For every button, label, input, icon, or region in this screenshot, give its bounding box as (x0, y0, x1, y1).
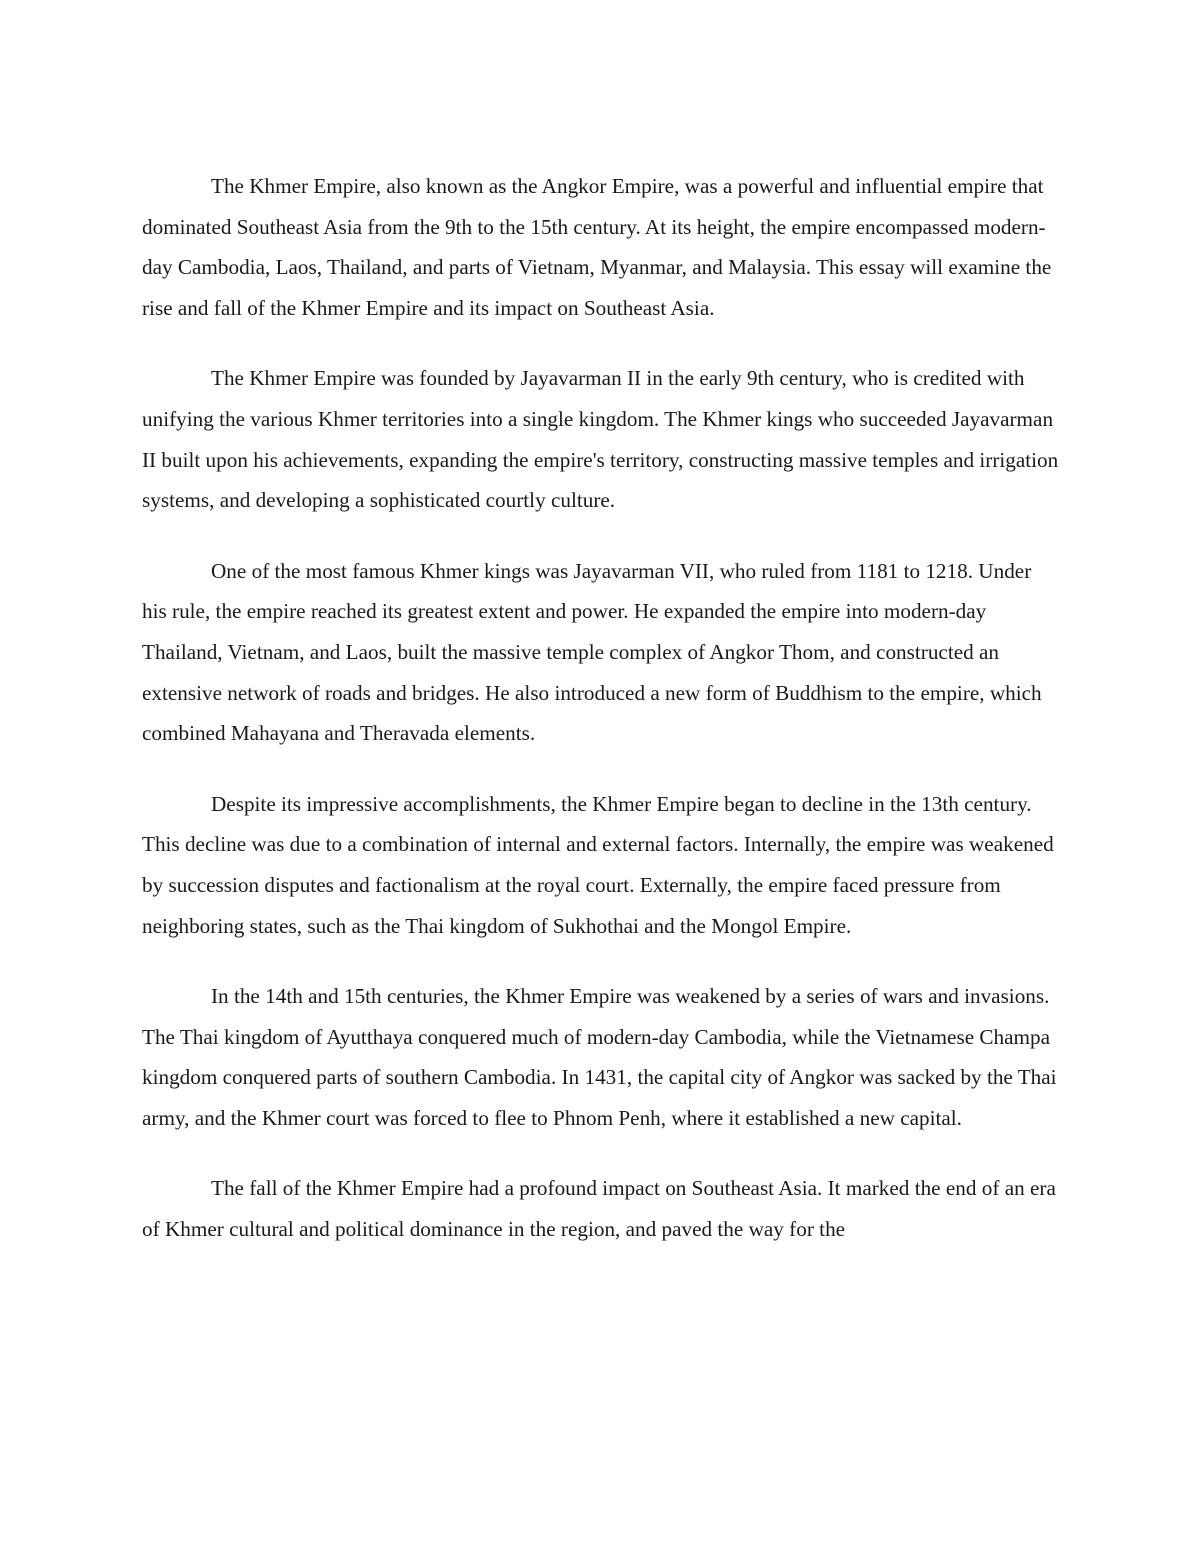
paragraph-wars-invasions: In the 14th and 15th centuries, the Khmer Empire was weakened by a series of wars and invasions. The Thai kingdom of Ayutthaya conquered much of modern-day Cambodia, while the Vietnamese Champa kingdom conquered parts of southern Cambodia. In 1431, the capital city of Angkor was sacked by the Thai army, and the Khmer court was forced to flee to Phnom Penh, where it established a new capital. (142, 984, 1057, 1130)
paragraph-impact: The fall of the Khmer Empire had a profound impact on Southeast Asia. It marked the end of an era of Khmer cultural and political dominance in the region, and paved the way for the (142, 1176, 1056, 1242)
paragraph-decline: Despite its impressive accomplishments, the Khmer Empire began to decline in the 13th century. This decline was due to a combination of internal and external factors. Internally, the empire was weakened by succession disputes and factionalism at the royal court. Externally, the empire faced pressure from neighboring states, such as the Thai kingdom of Sukhothai and the Mongol Empire. (142, 791, 1054, 938)
paragraph-jayavarman-vii: One of the most famous Khmer kings was Jayavarman VII, who ruled from 1181 to 1218. Under his rule, the empire reached its greatest extent and power. He expanded the empire into modern-day Thailand, Vietnam, and Laos, built the massive temple complex of Angkor Thom, and constructed an extensive network of roads and bridges. He also introduced a new form of Buddhism to the empire, which combined Mahayana and Theravada elements. (142, 558, 1042, 746)
paragraph-founding: The Khmer Empire was founded by Jayavarman II in the early 9th century, who is credited with unifying the various Khmer territories into a single kingdom. The Khmer kings who succeeded Jayavarman II built upon his achievements, expanding the empire's territory, constructing massive temples and irrigation systems, and developing a sophisticated courtly culture. (142, 366, 1059, 513)
paragraph-introduction: The Khmer Empire, also known as the Angkor Empire, was a powerful and influential empire that dominated Southeast Asia from the 9th to the 15th century. At its height, the empire encompassed modern-day Cambodia, Laos, Thailand, and parts of Vietnam, Myanmar, and Malaysia. This essay will examine the rise and fall of the Khmer Empire and its impact on Southeast Asia. (142, 174, 1052, 320)
